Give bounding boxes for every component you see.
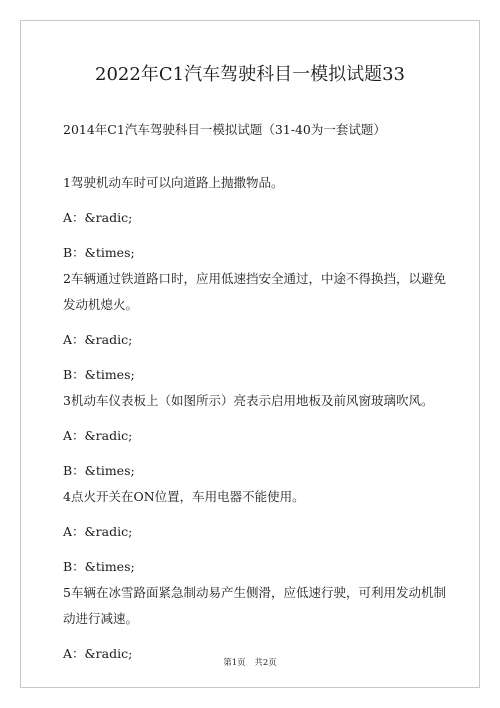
question-item (63, 580, 458, 667)
page-subtitle: 2014年C1汽车驾驶科目一模拟试题（31-40为一套试题） (63, 122, 386, 137)
option-a: A：&radic; (63, 332, 133, 347)
question-text: 2车辆通过铁道路口时，应用低速挡安全通过，中途不得换挡，以避免发动机熄火。 (63, 271, 446, 312)
page-total: 共2页 (254, 658, 277, 668)
option-b: B：&times; (63, 367, 135, 382)
option-a: A：&radic; (63, 428, 133, 443)
question-text: 4点火开关在ON位置，车用电器不能使用。 (63, 489, 305, 504)
question-item (63, 484, 458, 580)
option-b: B：&times; (63, 463, 135, 478)
page-footer (0, 656, 500, 668)
question-item (63, 388, 458, 484)
option-b: B：&times; (63, 245, 135, 260)
question-item (63, 266, 458, 388)
option-b: B：&times; (63, 559, 135, 574)
question-text: 3机动车仪表板上（如图所示）亮表示启用地板及前风窗玻璃吹风。 (63, 393, 434, 408)
question-item (63, 170, 458, 266)
page-title: 2022年C1汽车驾驶科目一模拟试题33 (95, 64, 405, 85)
option-a: A：&radic; (63, 524, 133, 539)
option-a: A：&radic; (63, 210, 133, 225)
question-text: 5车辆在冰雪路面紧急制动易产生侧滑，应低速行驶，可利用发动机制动进行减速。 (63, 585, 446, 626)
question-list (63, 170, 458, 667)
option-a: A：&radic; (63, 646, 133, 661)
page-number: 第1页 (223, 658, 246, 668)
question-text: 1驾驶机动车时可以向道路上抛撒物品。 (63, 175, 284, 190)
